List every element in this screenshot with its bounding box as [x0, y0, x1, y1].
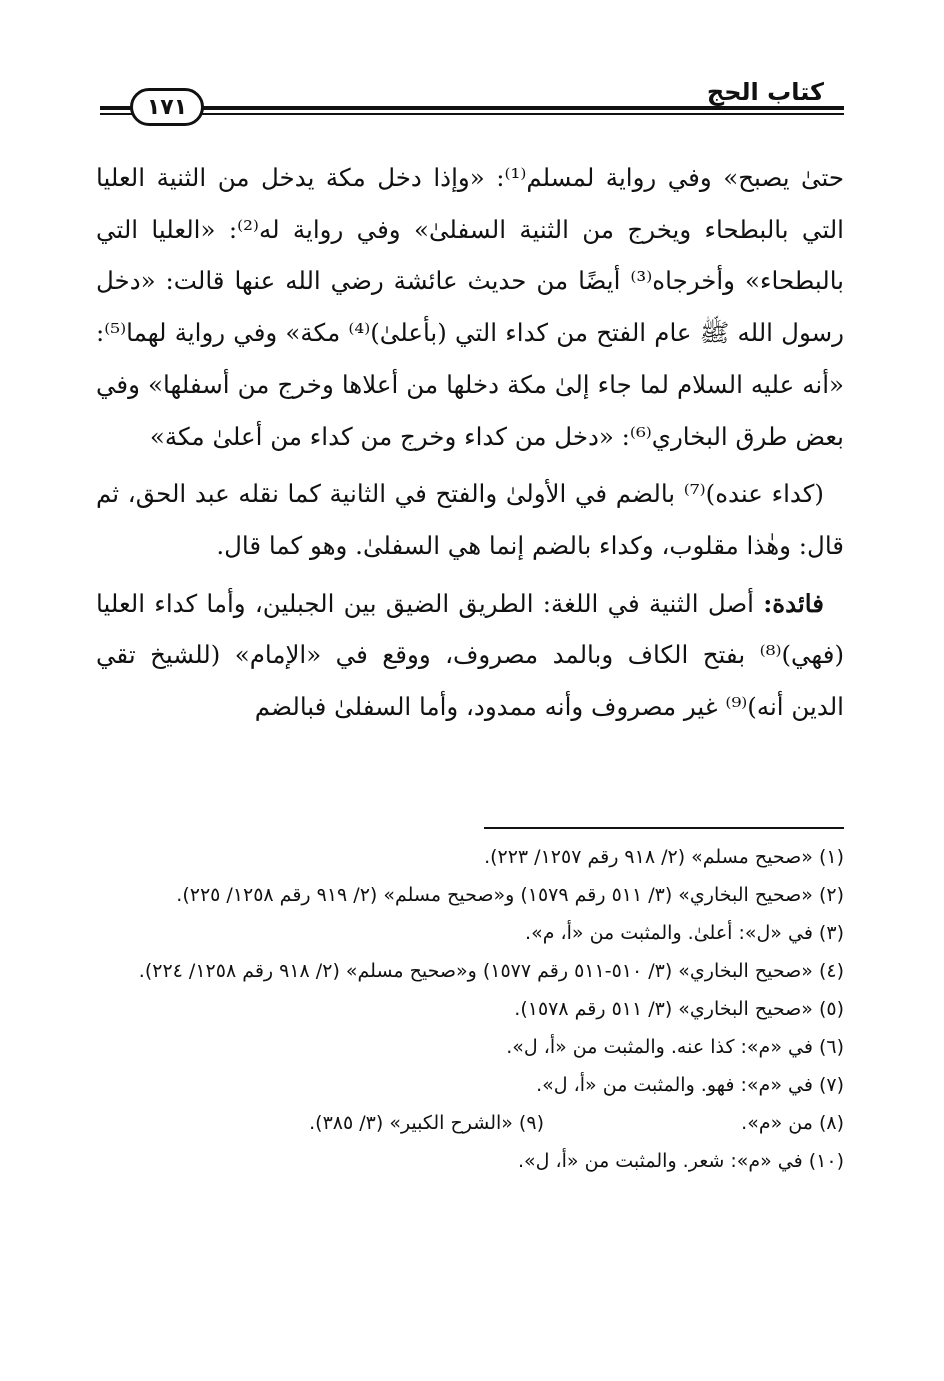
- footnotes: [96, 838, 844, 1180]
- paragraph-2: (كداء عنده)⁽⁷⁾ بالضم في الأولىٰ والفتح في الثانية كما نقله عبد الحق، ثم قال: وهٰذا مقلوب، وكداء بالضم إنما هي السفلىٰ. وهو كما قال.: [96, 479, 844, 560]
- footnote-8: (٨) من «م».: [741, 1112, 844, 1134]
- header-rule: [100, 106, 844, 110]
- footnote-3: (٣) في «ل»: أعلىٰ. والمثبت من «أ، م».: [525, 922, 844, 944]
- header-rule-thin: [100, 113, 844, 115]
- footnote-2: (٢) «صحيح البخاري» (٣/ ٥١١ رقم ١٥٧٩) و«صحيح مسلم» (٢/ ٩١٩ رقم ١٢٥٨/ ٢٢٥).: [176, 884, 844, 906]
- footnote-row-8-9: [96, 1104, 844, 1142]
- page-number-badge: ١٧١: [130, 88, 204, 126]
- footnote-5: (٥) «صحيح البخاري» (٣/ ٥١١ رقم ١٥٧٨).: [514, 998, 844, 1020]
- footnote-separator: [484, 827, 844, 829]
- running-title: كتاب الحج: [699, 78, 832, 106]
- footnote-6: (٦) في «م»: كذا عنه. والمثبت من «أ، ل».: [506, 1036, 844, 1058]
- benefit-label: فائدة:: [763, 588, 824, 618]
- paragraph-3-text: أصل الثنية في اللغة: الطريق الضيق بين الجبلين، وأما كداء العليا (فهي)⁽⁸⁾ بفتح الكاف وبالمد مصروف، ووقع في «الإمام» (للشيخ تقي الدين أنه)⁽⁹⁾ غير مصروف وأنه ممدود، وأما السفلىٰ فبالضم: [96, 588, 844, 722]
- main-text: [96, 152, 844, 739]
- footnote-7: (٧) في «م»: فهو. والمثبت من «أ، ل».: [536, 1074, 844, 1096]
- footnote-9: (٩) «الشرح الكبير» (٣/ ٣٨٥).: [309, 1112, 544, 1134]
- footnote-10: (١٠) في «م»: شعر. والمثبت من «أ، ل».: [518, 1150, 844, 1172]
- page-header: [100, 80, 844, 126]
- paragraph-1: حتىٰ يصبح» وفي رواية لمسلم⁽¹⁾: «وإذا دخل مكة يدخل من الثنية العليا التي بالبطحاء ويخرج من الثنية السفلىٰ» وفي رواية له⁽²⁾: «العليا التي بالبطحاء» وأخرجاه⁽³⁾ أيضًا من حديث عائشة رضي الله عنها قالت: «دخل رسول الله ﷺ عام الفتح من كداء التي (بأعلىٰ)⁽⁴⁾ مكة» وفي رواية لهما⁽⁵⁾: «أنه عليه السلام لما جاء إلىٰ مكة دخلها من أعلاها وخرج من أسفلها» وفي بعض طرق البخاري⁽⁶⁾: «دخل من كداء وخرج من كداء من أعلىٰ مكة»: [96, 163, 845, 451]
- paragraph-3: [96, 578, 844, 733]
- footnote-4: (٤) «صحيح البخاري» (٣/ ٥١٠-٥١١ رقم ١٥٧٧) و«صحيح مسلم» (٢/ ٩١٨ رقم ١٢٥٨/ ٢٢٤).: [138, 960, 844, 982]
- footnote-1: (١) «صحيح مسلم» (٢/ ٩١٨ رقم ١٢٥٧/ ٢٢٣).: [484, 846, 844, 868]
